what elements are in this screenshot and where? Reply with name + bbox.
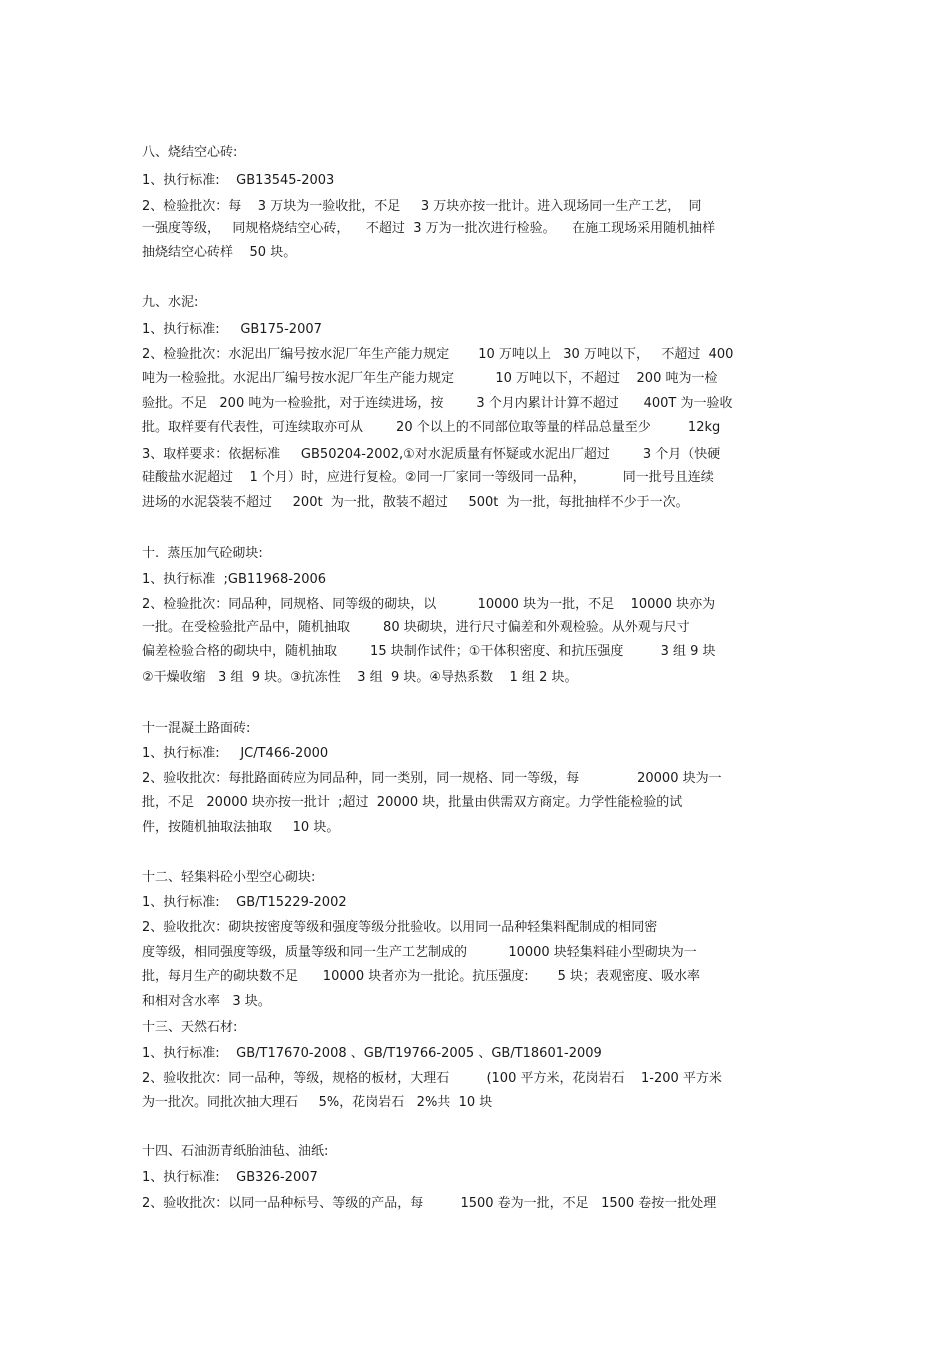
body-line: 进场的水泥袋装不超过 200t 为一批，散装不超过 500t 为一批，每批抽样不少于一次。: [142, 495, 689, 510]
body-line: 和相对含水率 3 块。: [142, 994, 271, 1009]
body-line: 2、验收批次：同一品种，等级，规格的板材，大理石 (100 平方米，花岗岩石 1-200 平方米: [142, 1071, 722, 1086]
section-heading: 十三、天然石材:: [142, 1020, 238, 1035]
body-line: 批，不足 20000 块亦按一批计 ;超过 20000 块，批量由供需双方商定。力学性能检验的试: [142, 795, 683, 810]
body-line: ②干燥收缩 3 组 9 块。③抗冻性 3 组 9 块。④导热系数 1 组 2 块。: [142, 670, 578, 685]
body-line: 批。取样要有代表性，可连续取亦可从 20 个以上的不同部位取等量的样品总量至少 12kg: [142, 420, 721, 435]
body-line: 一批。在受检验批产品中，随机抽取 80 块砌块，进行尺寸偏差和外观检验。从外观与尺寸: [142, 620, 690, 635]
body-line: 吨为一检验批。水泥出厂编号按水泥厂年生产能力规定 10 万吨以下，不超过 200 吨为一检: [142, 371, 718, 386]
body-line: 2、检验批次：同品种，同规格、同等级的砌块，以 10000 块为一批，不足 10000 块亦为: [142, 597, 716, 612]
body-line: 2、检验批次：水泥出厂编号按水泥厂年生产能力规定 10 万吨以上 30 万吨以下， 不超过 400: [142, 347, 734, 362]
standard-line: 1、执行标准: GB326-2007: [142, 1170, 318, 1185]
body-line: 批，每月生产的砌块数不足 10000 块者亦为一批论。抗压强度: 5 块；表观密度、吸水率: [142, 969, 700, 984]
body-line: 2、检验批次：每 3 万块为一验收批，不足 3 万块亦按一批计。进入现场同一生产工艺， 同: [142, 199, 702, 214]
body-line: 件，按随机抽取法抽取 10 块。: [142, 820, 340, 835]
body-line: 3、取样要求：依据标准 GB50204-2002,①对水泥质量有怀疑或水泥出厂超过 3 个月（快硬: [142, 447, 721, 462]
body-line: 度等级，相同强度等级，质量等级和同一生产工艺制成的 10000 块轻集料硅小型砌块为一: [142, 945, 697, 960]
standard-line: 1、执行标准: GB/T17670-2008 、GB/T19766-2005 、GB/T18601-2009: [142, 1046, 602, 1061]
section-heading: 十二、轻集料砼小型空心砌块:: [142, 870, 316, 885]
body-line: 2、验收批次：砌块按密度等级和强度等级分批验收。以用同一品种轻集料配制成的相同密: [142, 920, 658, 935]
standard-line: 1、执行标准: GB/T15229-2002: [142, 895, 347, 910]
section-heading: 九、水泥:: [142, 295, 199, 310]
body-line: 2、验收批次：以同一品种标号、等级的产品，每 1500 卷为一批，不足 1500 卷按一批处理: [142, 1196, 717, 1211]
body-line: 抽烧结空心砖样 50 块。: [142, 245, 297, 260]
standard-line: 1、执行标准: JC/T466-2000: [142, 746, 329, 761]
body-line: 硅酸盐水泥超过 1 个月）时，应进行复检。②同一厂家同一等级同一品种， 同一批号且连续: [142, 470, 714, 485]
section-heading: 八、烧结空心砖:: [142, 145, 238, 160]
body-line: 一强度等级， 同规格烧结空心砖， 不超过 3 万为一批次进行检验。 在施工现场采用随机抽样: [142, 221, 716, 236]
standard-line: 1、执行标准: GB13545-2003: [142, 173, 335, 188]
standard-line: 1、执行标准: GB175-2007: [142, 322, 322, 337]
body-line: 偏差检验合格的砌块中，随机抽取 15 块制作试件；①干体积密度、和抗压强度 3 组 9 块: [142, 644, 716, 659]
section-heading: 十四、石油沥青纸胎油毡、油纸:: [142, 1144, 329, 1159]
body-line: 为一批次。同批次抽大理石 5%，花岗岩石 2%共 10 块: [142, 1095, 493, 1110]
section-heading: 十一混凝土路面砖:: [142, 721, 251, 736]
section-heading: 十. 蒸压加气砼砌块:: [142, 546, 263, 561]
standard-line: 1、执行标准 ;GB11968-2006: [142, 572, 327, 587]
body-line: 验批。不足 200 吨为一检验批，对于连续进场，按 3 个月内累计计算不超过 400T 为一验收: [142, 396, 733, 411]
body-line: 2、验收批次：每批路面砖应为同品种，同一类别，同一规格、同一等级，每 20000 块为一: [142, 771, 722, 786]
